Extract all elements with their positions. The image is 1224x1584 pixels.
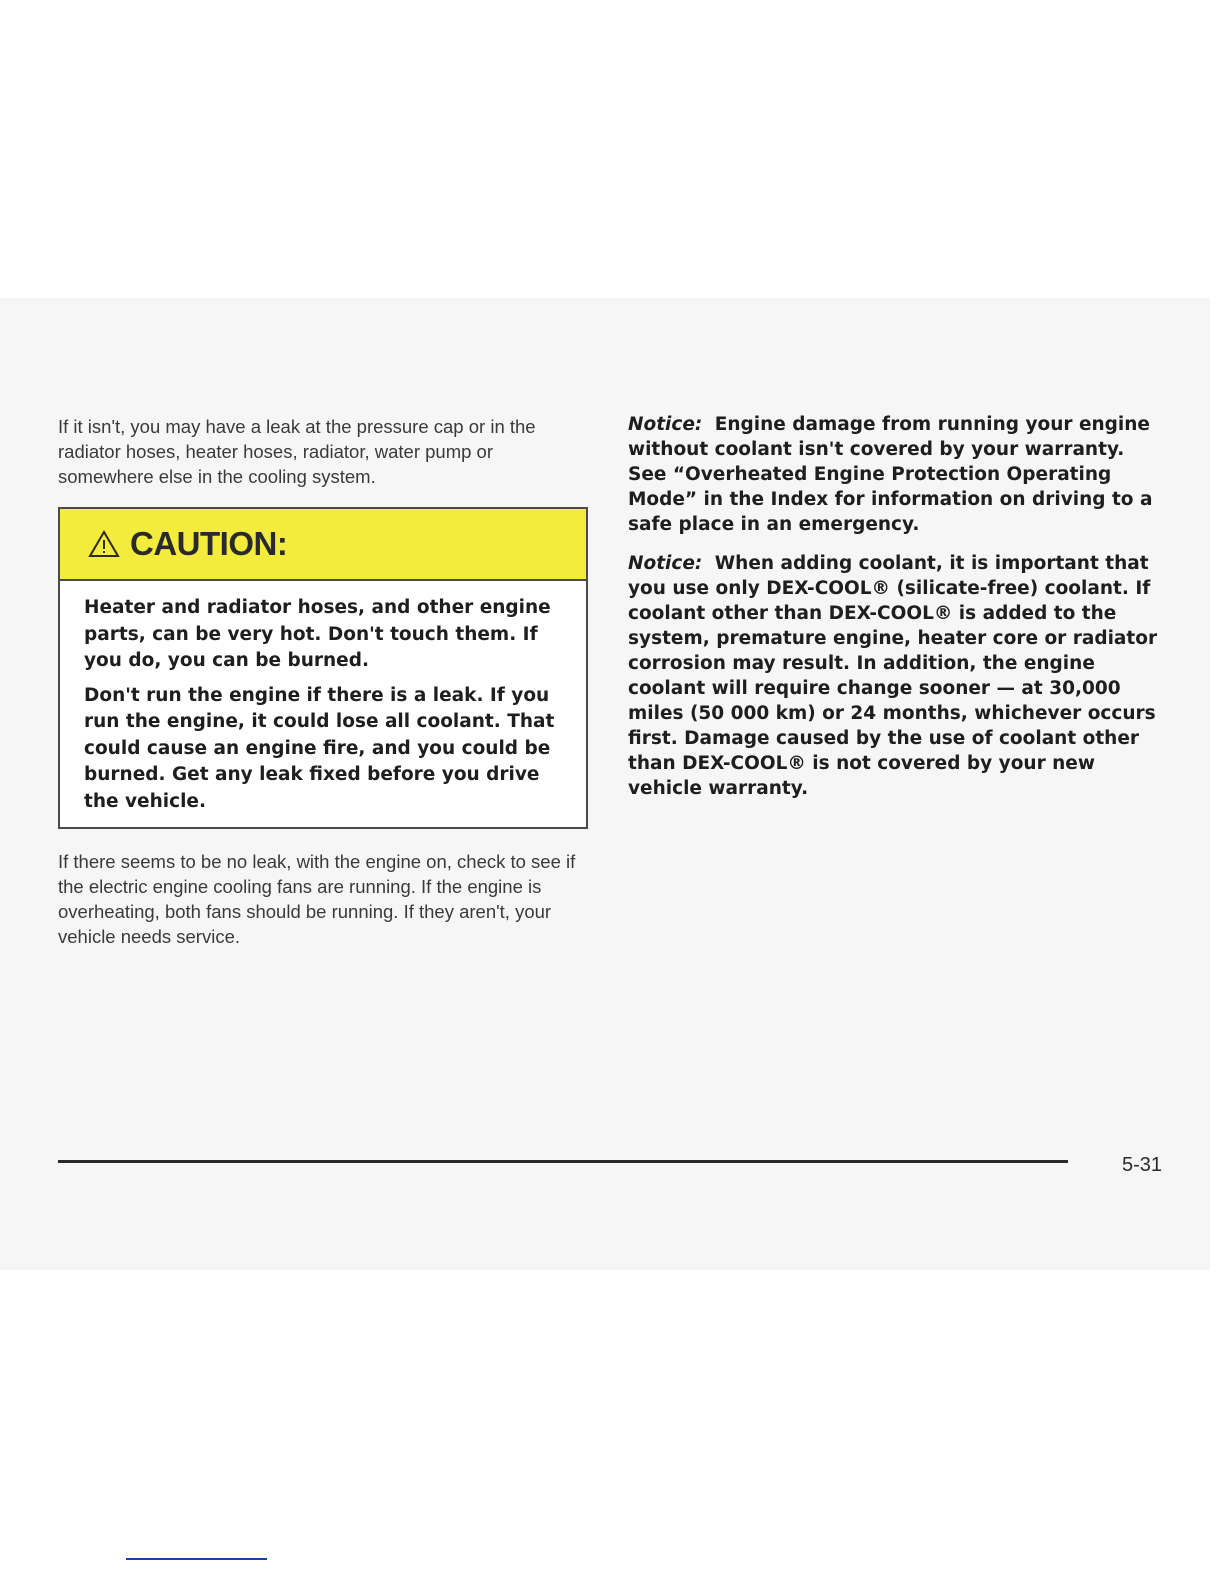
- caution-paragraph: Don't run the engine if there is a leak. If you run the engine, it could lose all coolant. That could cause an engine fire, and you could be burned. Get any leak fixed before you drive the vehicle.: [84, 684, 555, 812]
- left-column: [58, 414, 588, 949]
- notice-label: Notice:: [628, 553, 703, 574]
- caution-title: CAUTION:: [130, 525, 288, 562]
- caution-body: [60, 581, 586, 827]
- intro-paragraph: If it isn't, you may have a leak at the pressure cap or in the radiator hoses, heater hoses, radiator, water pump or somewhere else in the cooling system.: [58, 416, 536, 487]
- footer-rule: [58, 1160, 1068, 1163]
- page-number: 5-31: [1122, 1154, 1163, 1176]
- caution-header: [60, 509, 586, 581]
- notice-label: Notice:: [628, 414, 703, 435]
- notice-paragraph: [628, 412, 1168, 537]
- right-column: [628, 412, 1168, 815]
- caution-box: [58, 507, 588, 829]
- notice-text: When adding coolant, it is important that you use only DEX-COOL® (silicate-free) coolant. If coolant other than DEX-COOL® is added to the system, premature engine, heater core or radiator corrosion may result. In addition, the engine coolant will require change sooner — at 30,000 miles (50 000 km) or 24 months, whichever occurs first. Damage caused by the use of coolant other than DEX-COOL® is not covered by your new vehicle warranty.: [628, 553, 1158, 799]
- warning-triangle-icon: [88, 530, 120, 558]
- notice-text: Engine damage from running your engine without coolant isn't covered by your warranty. See “Overheated Engine Protection Operating Mode” in the Index for information on driving to a safe place in an emergency.: [628, 414, 1153, 535]
- notice-paragraph: [628, 551, 1168, 801]
- bottom-link-line: [126, 1558, 267, 1560]
- caution-paragraph: Heater and radiator hoses, and other engine parts, can be very hot. Don't touch them. If you do, you can be burned.: [84, 597, 551, 671]
- outro-paragraph: If there seems to be no leak, with the engine on, check to see if the electric engine cooling fans are running. If the engine is overheating, both fans should be running. If they aren't, your vehicle needs service.: [58, 851, 576, 947]
